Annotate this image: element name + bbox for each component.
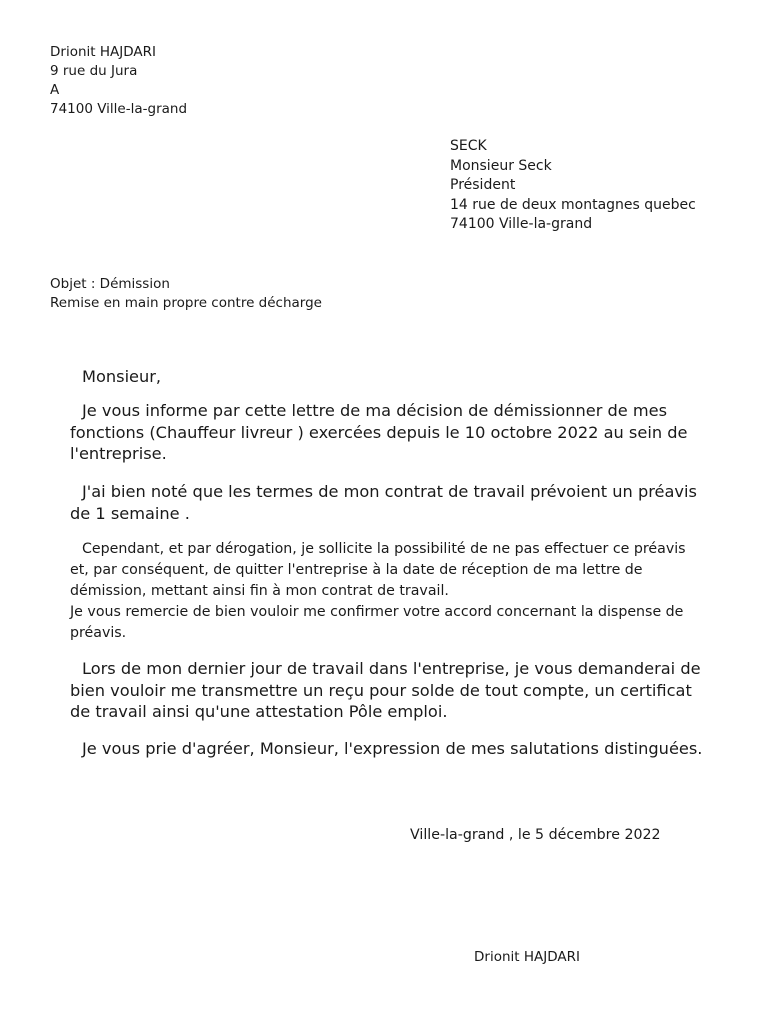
paragraph-line: de 1 semaine .	[70, 503, 190, 523]
paragraph-line: J'ai bien noté que les termes de mon contrat de travail prévoient un préavis	[82, 482, 697, 501]
paragraph-line: démission, mettant ainsi fin à mon contrat de travail.	[70, 583, 449, 599]
sender-name: Drionit HAJDARI	[50, 44, 156, 60]
recipient-address	[450, 137, 696, 235]
recipient-title: Président	[450, 177, 516, 193]
greeting	[70, 366, 710, 388]
delivery-mode-line: Remise en main propre contre décharge	[50, 295, 322, 311]
letter-subject	[50, 275, 322, 313]
place-and-date: Ville-la-grand , le 5 décembre 2022	[410, 827, 661, 843]
sender-address	[50, 43, 187, 119]
closing-formula	[70, 738, 710, 760]
sender-street: 9 rue du Jura	[50, 63, 138, 79]
recipient-company: SECK	[450, 138, 487, 154]
paragraph-line: préavis.	[70, 625, 127, 641]
sender-city: 74100 Ville-la-grand	[50, 101, 188, 117]
paragraph-line: et, par conséquent, de quitter l'entreprise à la date de réception de ma lettre de	[70, 562, 643, 578]
paragraph-line: Lors de mon dernier jour de travail dans l'entreprise, je vous demanderai de	[82, 659, 701, 678]
paragraph-line: Je vous prie d'agréer, Monsieur, l'expression de mes salutations distinguées.	[82, 739, 703, 758]
signature-name: Drionit HAJDARI	[474, 949, 580, 965]
paragraph-line: l'entreprise.	[70, 444, 167, 463]
paragraph-resignation	[70, 400, 710, 465]
subject-line: Objet : Démission	[50, 276, 170, 292]
greeting-text: Monsieur,	[82, 367, 162, 386]
paragraph-waiver-request	[70, 539, 710, 644]
paragraph-line: de travail ainsi qu'une attestation Pôle emploi.	[70, 702, 448, 721]
paragraph-line: Je vous remercie de bien vouloir me confirmer votre accord concernant la dispense de	[70, 604, 684, 620]
paragraph-line: bien vouloir me transmettre un reçu pour solde de tout compte, un certificat	[70, 680, 692, 700]
recipient-street: 14 rue de deux montagnes quebec	[450, 196, 696, 213]
recipient-city: 74100 Ville-la-grand	[450, 216, 593, 232]
paragraph-final-documents	[70, 658, 710, 723]
paragraph-line: Je vous informe par cette lettre de ma décision de démissionner de mes	[82, 401, 668, 420]
recipient-name: Monsieur Seck	[450, 157, 552, 174]
sender-address-line: A	[50, 82, 60, 98]
paragraph-notice	[70, 481, 710, 524]
paragraph-line: Cependant, et par dérogation, je sollicite la possibilité de ne pas effectuer ce préavis	[82, 541, 686, 557]
paragraph-line: fonctions (Chauffeur livreur ) exercées depuis le 10 octobre 2022 au sein de	[70, 422, 688, 442]
